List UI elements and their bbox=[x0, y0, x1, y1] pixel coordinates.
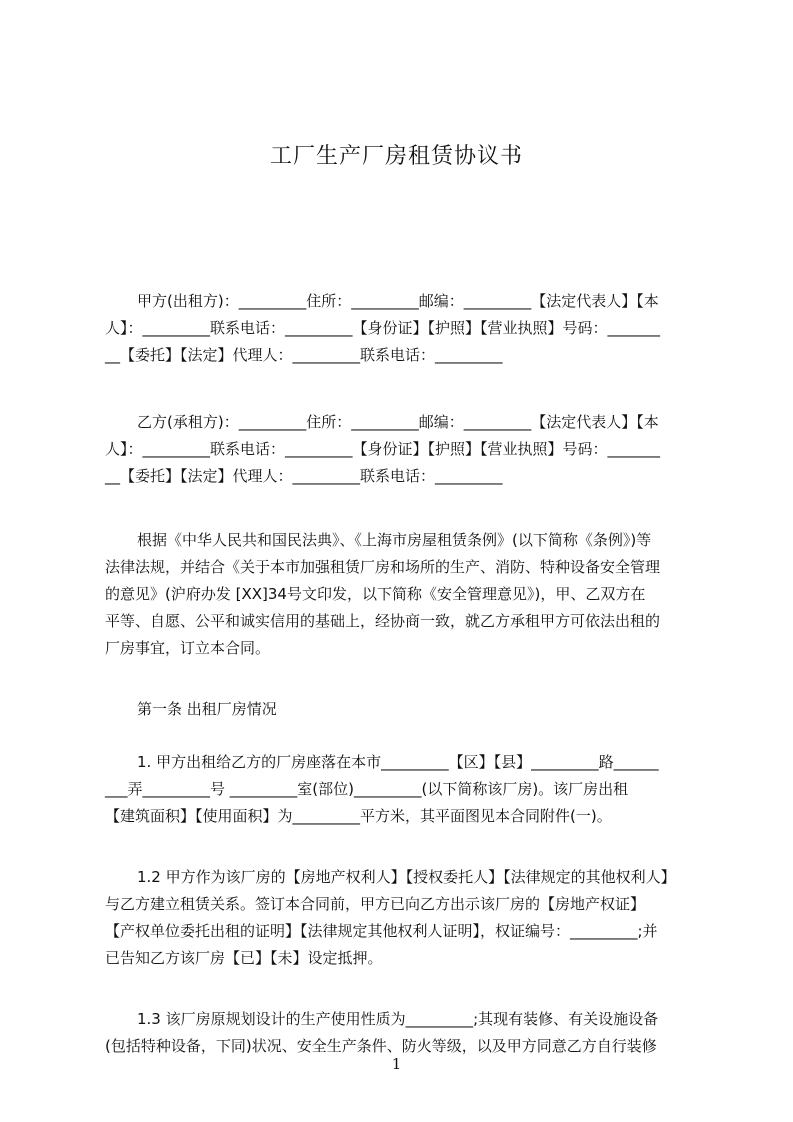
spacer bbox=[105, 830, 695, 864]
clause-1-line: 1. 甲方出租给乙方的厂房座落在本市_________【区】【县】_________路______ bbox=[137, 753, 659, 771]
spacer bbox=[105, 723, 695, 749]
spacer bbox=[105, 369, 695, 409]
clause-1-3-line: 1.3 该厂房原规划设计的生产使用性质为_________;其现有装修、有关设施设备 bbox=[137, 1010, 659, 1028]
preamble-line: 平等、自愿、公平和诚实信用的基础上，经协商一致，就乙方承租甲方可依法出租的 bbox=[105, 612, 661, 630]
party-a-paragraph bbox=[105, 288, 695, 369]
clause-1-2-line: 已告知乙方该厂房【已】【未】设定抵押。 bbox=[105, 949, 383, 967]
article-1-heading bbox=[105, 696, 695, 723]
clause-1-2-line: 与乙方建立租赁关系。签订本合同前，甲方已向乙方出示该厂房的【房地产权证】 bbox=[105, 895, 646, 913]
clause-1-2-paragraph bbox=[105, 864, 695, 972]
clause-1-2-line: 1.2 甲方作为该厂房的【房地产权利人】【授权委托人】【法律规定的其他权利人】 bbox=[137, 868, 676, 886]
clause-1-3-line: (包括特种设备，下同)状况、安全生产条件、防火等级，以及甲方同意乙方自行装修 bbox=[105, 1037, 657, 1055]
preamble-line: 根据《中华人民共和国民法典》、《上海市房屋租赁条例》(以下简称《条例》)等 bbox=[137, 531, 652, 549]
spacer bbox=[105, 972, 695, 1006]
clause-1-line: ___弄_________号 _________室(部位)_________(以下简称该厂房)。该厂房出租 bbox=[105, 780, 629, 798]
clause-1-3-paragraph bbox=[105, 1006, 695, 1060]
party-a-line: 人】：_________联系电话：_________【身份证】【护照】【营业执照】号码：_______ bbox=[105, 319, 661, 337]
party-a-line: __【委托】【法定】代理人：_________联系电话：_________ bbox=[105, 346, 503, 364]
spacer bbox=[105, 662, 695, 696]
preamble-paragraph bbox=[105, 527, 695, 662]
preamble-line: 的意见》(沪府办发 [XX]34号文印发，以下简称《安全管理意见》)，甲、乙双方在 bbox=[105, 585, 646, 603]
clause-1-2-line: 【产权单位委托出租的证明】【法律规定其他权利人证明】，权证编号：_________;并 bbox=[105, 922, 658, 940]
party-b-line: 人】：_________联系电话：_________【身份证】【护照】【营业执照】号码：_______ bbox=[105, 440, 661, 458]
preamble-line: 法律法规，并结合《关于本市加强租赁厂房和场所的生产、消防、特种设备安全管理 bbox=[105, 558, 661, 576]
document-body bbox=[105, 288, 695, 1060]
spacer bbox=[105, 490, 695, 527]
party-b-line: 乙方(承租方)：_________住所：_________邮编：_________【法定代表人】【本 bbox=[137, 413, 659, 431]
clause-1-line: 【建筑面积】【使用面积】为_________平方米，其平面图见本合同附件(一)。 bbox=[105, 807, 612, 825]
preamble-line: 厂房事宜，订立本合同。 bbox=[105, 639, 271, 657]
article-heading-line: 第一条 出租厂房情况 bbox=[137, 700, 277, 718]
clause-1-paragraph bbox=[105, 749, 695, 830]
page-number: 1 bbox=[391, 1055, 402, 1073]
party-b-line: __【委托】【法定】代理人：_________联系电话：_________ bbox=[105, 467, 503, 485]
party-b-paragraph bbox=[105, 409, 695, 490]
party-a-line: 甲方(出租方)：_________住所：_________邮编：_________【法定代表人】【本 bbox=[137, 292, 659, 310]
document-title: 工厂生产厂房租赁协议书 bbox=[269, 144, 523, 169]
